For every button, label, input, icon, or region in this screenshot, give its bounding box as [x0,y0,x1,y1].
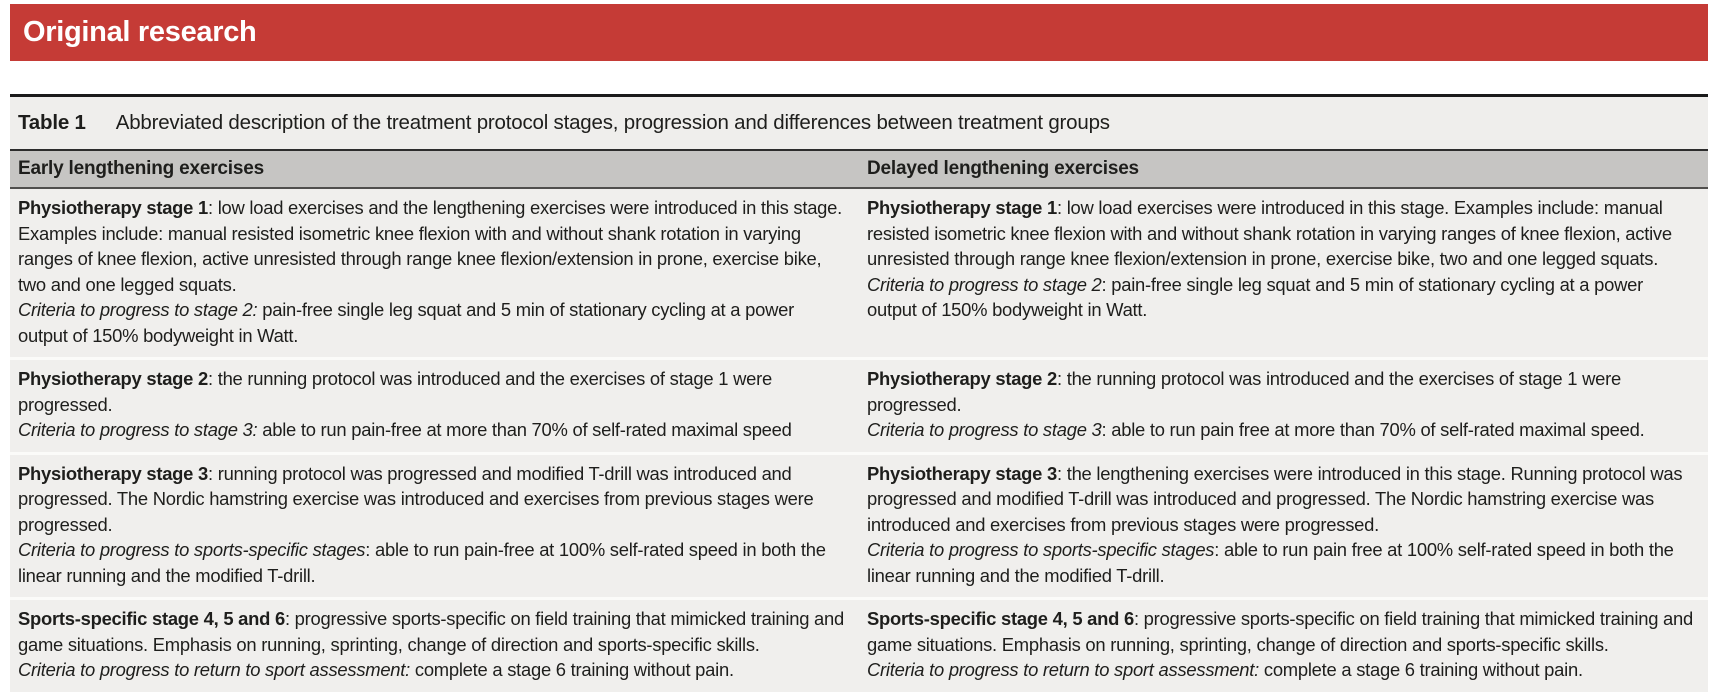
column-header-delayed-lengthening: Delayed lengthening exercises [859,150,1708,188]
journal-section-banner [10,4,1708,61]
treatment-protocol-table [10,149,1708,692]
table-row [10,453,1708,599]
table-caption-text: Abbreviated description of the treatment protocol stages, progression and differences between treatment groups [115,111,1110,134]
cell-paragraph: Criteria to progress to stage 2: pain-free single leg squat and 5 min of stationary cycling at a power output of 150% bodyweight in Watt. [18,299,794,346]
cell-paragraph: Criteria to progress to stage 3: able to run pain-free at more than 70% of self-rated maximal speed [18,419,792,440]
table-row [10,599,1708,692]
cell-delayed-lengthening [859,453,1708,599]
cell-paragraph: Physiotherapy stage 2: the running protocol was introduced and the exercises of stage 1 were progressed. [867,368,1621,415]
cell-paragraph: Criteria to progress to return to sport assessment: complete a stage 6 training without pain. [867,659,1583,680]
cell-paragraph: Criteria to progress to return to sport assessment: complete a stage 6 training without pain. [18,659,734,680]
cell-delayed-lengthening [859,599,1708,692]
cell-paragraph: Criteria to progress to stage 3: able to run pain free at more than 70% of self-rated maximal speed. [867,419,1645,440]
table-header [10,150,1708,188]
column-header-early-lengthening: Early lengthening exercises [10,150,859,188]
cell-paragraph: Sports-specific stage 4, 5 and 6: progressive sports-specific on field training that mimicked training and game situations. Emphasis on running, sprinting, change of direction and sports-specific skills. [867,608,1693,655]
cell-paragraph: Sports-specific stage 4, 5 and 6: progressive sports-specific on field training that mimicked training and game situations. Emphasis on running, sprinting, change of direction and sports-specific skills. [18,608,844,655]
cell-early-lengthening [10,188,859,359]
cell-early-lengthening [10,453,859,599]
cell-early-lengthening [10,599,859,692]
cell-paragraph: Physiotherapy stage 3: the lengthening exercises were introduced in this stage. Running protocol was progressed and modified T-drill was introduced and progressed. The Nordic hamstring exercise was introduced and exercises from previous stages were progressed. [867,462,1683,535]
cell-paragraph: Criteria to progress to stage 2: pain-free single leg squat and 5 min of stationary cycling at a power output of 150% bodyweight in Watt. [867,273,1643,320]
cell-paragraph: Physiotherapy stage 1: low load exercises were introduced in this stage. Examples include: manual resisted isometric knee flexion with and without shank rotation in varying ranges of knee flexion, active unresisted through range knee flexion/extension in prone, exercise bike, two and one legged squats. [867,197,1672,269]
table-body [10,188,1708,692]
banner-title: Original research [23,16,257,48]
cell-paragraph: Physiotherapy stage 2: the running protocol was introduced and the exercises of stage 1 were progressed. [18,368,772,415]
cell-paragraph: Criteria to progress to sports-specific stages: able to run pain free at 100% self-rated speed in both the linear running and the modified T-drill. [867,539,1674,586]
table-row [10,188,1708,359]
cell-delayed-lengthening [859,359,1708,454]
table-caption [10,94,1708,149]
cell-delayed-lengthening [859,188,1708,359]
cell-early-lengthening [10,359,859,454]
table-label: Table 1 [18,111,86,134]
cell-paragraph: Physiotherapy stage 3: running protocol was progressed and modified T-drill was introduced and progressed. The Nordic hamstring exercise was introduced and exercises from previous stages were progressed. [18,462,814,535]
cell-paragraph: Criteria to progress to sports-specific stages: able to run pain-free at 100% self-rated speed in both the linear running and the modified T-drill. [18,539,826,586]
header-row [10,150,1708,188]
table-row [10,359,1708,454]
table-1-section [10,94,1708,692]
cell-paragraph: Physiotherapy stage 1: low load exercises and the lengthening exercises were introduced in this stage. Examples include: manual resisted isometric knee flexion with and without shank rotation in varying ranges of knee flexion, active unresisted through range knee flexion/extension in prone, exercise bike, two and one legged squats. [18,197,843,295]
